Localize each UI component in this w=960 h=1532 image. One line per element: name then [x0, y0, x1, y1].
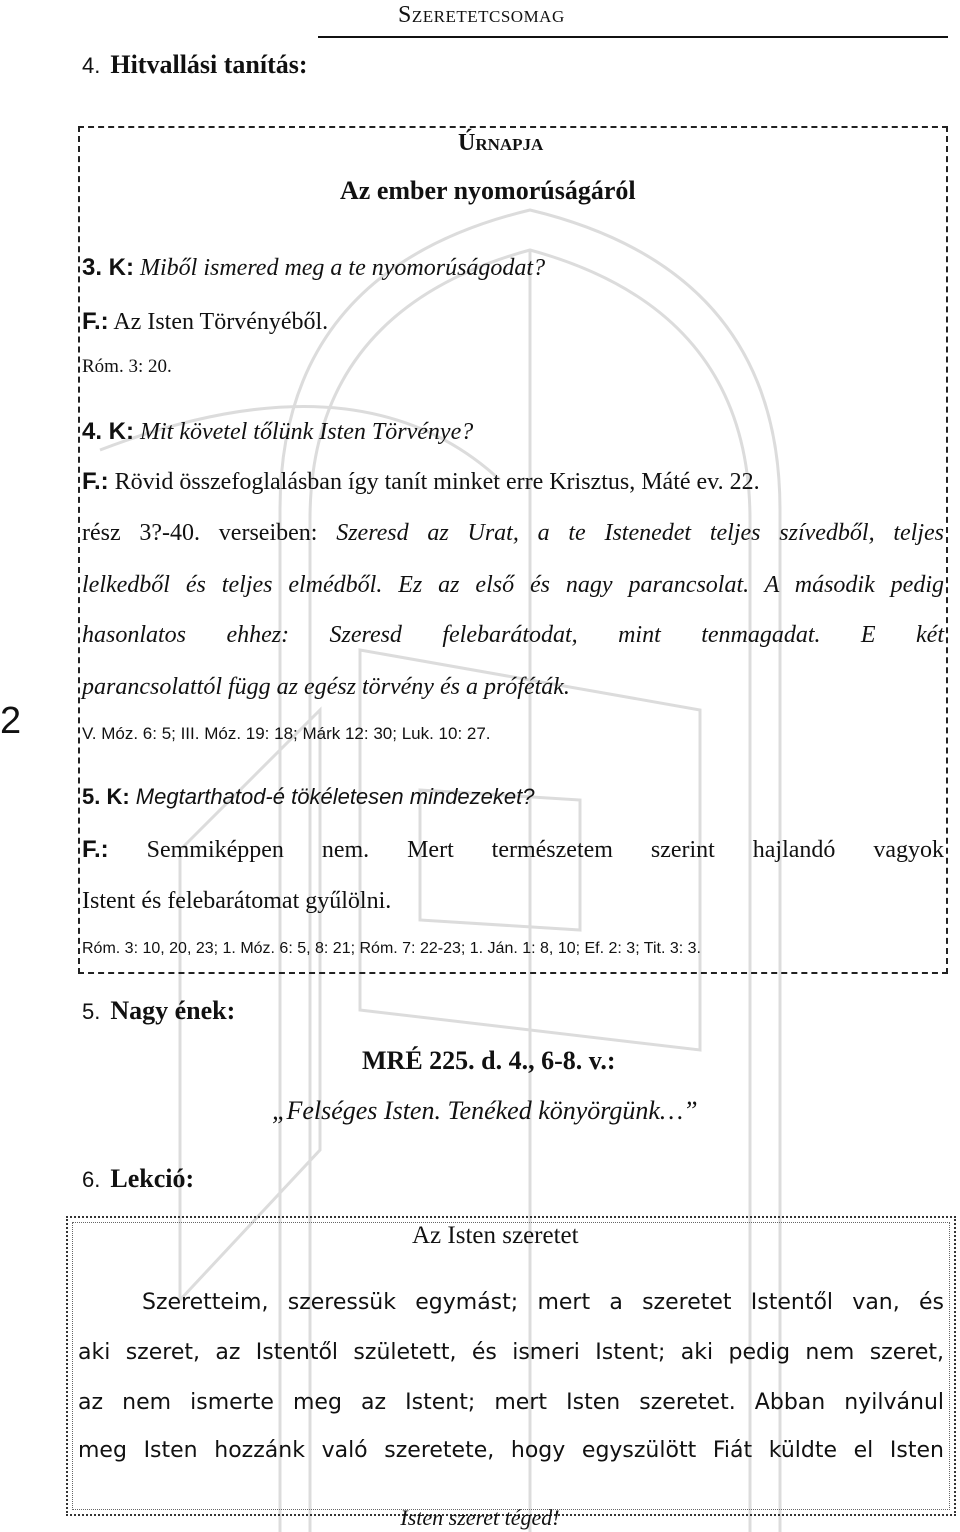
question-5	[82, 784, 535, 810]
question-text: Megtarthatod-é tökéletesen mindezeket?	[129, 784, 535, 809]
question-text: Mit követel tőlünk Isten Törvénye?	[134, 419, 474, 445]
answer-4-line-3: lelkedből és teljes elmédből. Ez az első és nagy parancsolat. A második pedig	[82, 572, 944, 598]
question-marker: 5. K:	[82, 784, 130, 809]
section-number: 5.	[82, 999, 101, 1024]
hymn-reference: MRÉ 225. d. 4., 6-8. v.:	[362, 1046, 616, 1075]
question-4	[82, 418, 473, 446]
answer-text: Semmiképpen nem. Mert természetem szerint hajlandó vagyok	[108, 837, 944, 863]
lesson-line-3: az nem ismerte meg az Istent; mert Isten szeretet. Abban nyilvánul	[78, 1390, 944, 1415]
answer-4-line-2	[82, 520, 944, 547]
footer-text: Isten szeret téged!	[400, 1505, 560, 1530]
lesson-line-4: meg Isten hozzánk való szeretete, hogy egyszülött Fiát küldte el Isten	[78, 1438, 944, 1463]
lords-day-heading: Úrnapja	[458, 130, 544, 156]
lesson-line-1: Szeretteim, szeressük egymást; mert a szeretet Istentől van, és	[142, 1290, 944, 1315]
section-label: Lekció:	[110, 1164, 195, 1193]
answer-text: Az Isten Törvényéből.	[108, 309, 329, 335]
answer-4-line-5: parancsolattól függ az egész törvény és a próféták.	[82, 674, 570, 700]
lesson-box	[66, 1216, 956, 1516]
answer-quote: Szeresd az Urat, a te Istenedet teljes szívedből, teljes	[336, 520, 944, 546]
question-3	[82, 254, 545, 282]
section-heading-doctrine	[82, 50, 308, 80]
hymn-title: „Felséges Isten. Tenéked könyörgünk…”	[272, 1096, 698, 1125]
lesson-line-2: aki szeret, az Istentől született, és ismeri Istent; aki pedig nem szeret,	[78, 1340, 944, 1365]
question-marker: 4. K:	[82, 418, 135, 445]
answer-5-line-2: Istent és felebarátomat gyűlölni.	[82, 888, 392, 914]
answer-text: Rövid összefoglalásban így tanít minket erre Krisztus, Máté ev. 22.	[108, 469, 760, 495]
scripture-reference-3: Róm. 3: 20.	[82, 356, 172, 377]
answer-5-line-1	[82, 836, 944, 864]
header-title: Szeretetcsomag	[398, 2, 565, 28]
answer-text: rész 3?-40. verseiben:	[82, 520, 337, 546]
section-number: 6.	[82, 1167, 101, 1192]
question-marker: 3. K:	[82, 254, 135, 281]
header-rule	[318, 36, 948, 38]
scripture-reference-4: V. Móz. 6: 5; III. Móz. 19: 18; Márk 12: 30; Luk. 10: 27.	[82, 724, 491, 743]
answer-marker: F.:	[82, 836, 109, 863]
section-number: 4.	[82, 53, 101, 78]
lesson-title: Az Isten szeretet	[412, 1222, 579, 1249]
page-number: 2	[0, 700, 22, 742]
catechism-title: Az ember nyomorúságáról	[340, 176, 636, 205]
section-label: Hitvallási tanítás:	[110, 50, 308, 79]
section-heading-lesson	[82, 1164, 194, 1194]
answer-marker: F.:	[82, 308, 109, 335]
question-text: Miből ismered meg a te nyomorúságodat?	[134, 255, 546, 281]
scripture-reference-5: Róm. 3: 10, 20, 23; 1. Móz. 6: 5, 8: 21; Róm. 7: 22-23; 1. Ján. 1: 8, 10; Ef. 2: 3; Tit. 3: 3.	[82, 940, 701, 957]
answer-4-line-1	[82, 468, 760, 496]
section-label: Nagy ének:	[110, 996, 236, 1025]
section-heading-hymn	[82, 996, 235, 1026]
answer-marker: F.:	[82, 468, 109, 495]
answer-4-line-4: hasonlatos ehhez: Szeresd felebarátodat, mint tenmagadat. E két	[82, 622, 944, 648]
answer-3	[82, 308, 328, 336]
